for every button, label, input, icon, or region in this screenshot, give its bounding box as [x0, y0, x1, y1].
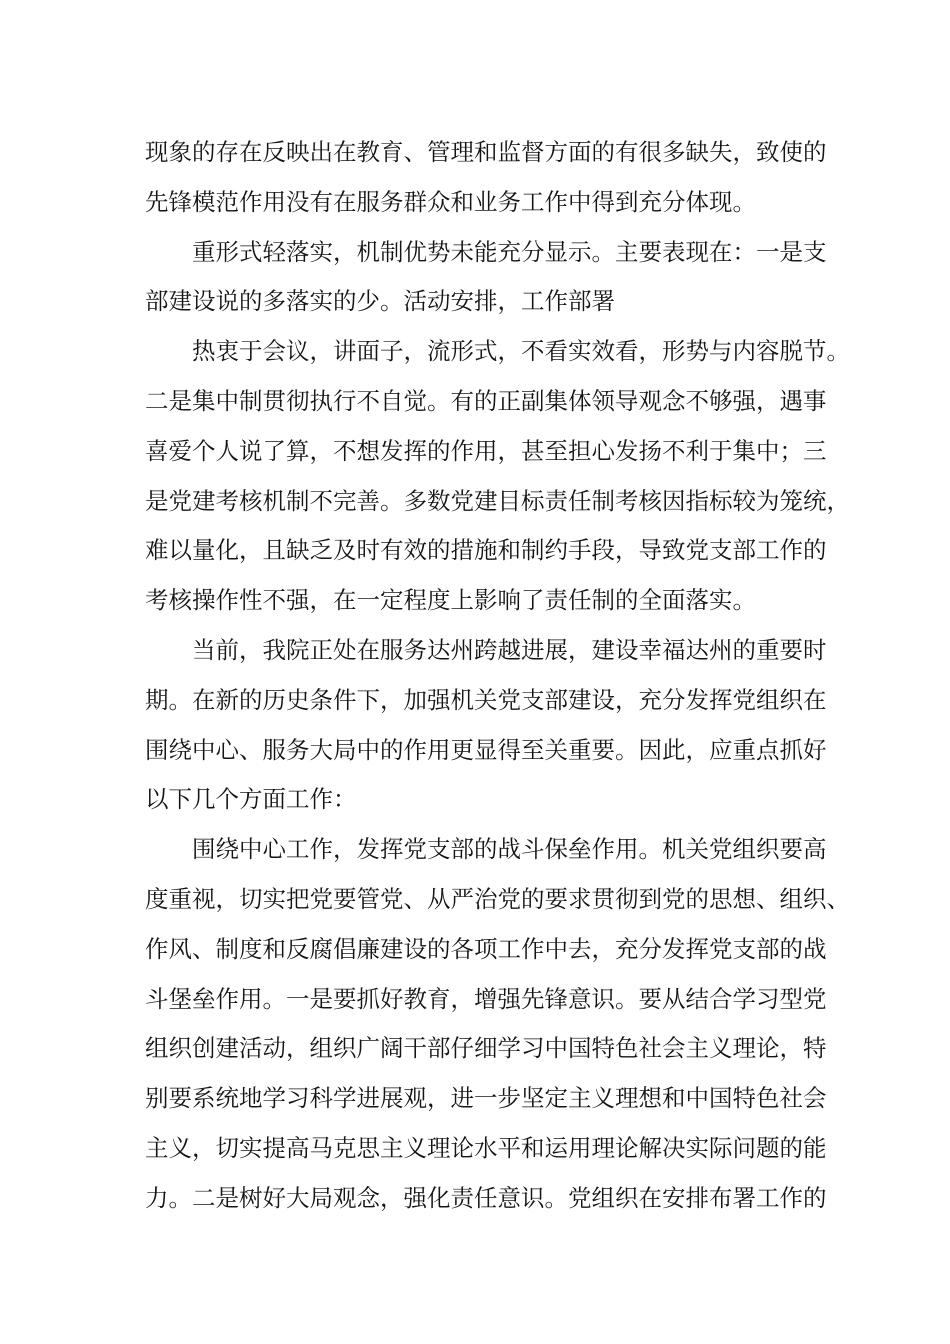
paragraph-start-line: 热衷于会议，讲面子，流形式，不看实效看，形势与内容脱节。 [192, 337, 850, 366]
text-line: 二是集中制贯彻执行不自觉。有的正副集体领导观念不够强，遇事 [145, 386, 827, 415]
text-line: 作风、制度和反腐倡廉建设的各项工作中去，充分发挥党支部的战 [145, 934, 827, 963]
paragraph-start-line: 围绕中心工作，发挥党支部的战斗保垒作用。机关党组织要高 [192, 835, 827, 864]
text-line: 度重视，切实把党要管党、从严治党的要求贯彻到党的思想、组织、 [145, 884, 850, 913]
text-line: 斗堡垒作用。一是要抓好教育，增强先锋意识。要从结合学习型党 [145, 984, 827, 1013]
paragraph-start-line: 当前，我院正处在服务达州跨越进展，建设幸福达州的重要时 [192, 635, 827, 664]
text-line: 别要系统地学习科学进展观，进一步坚定主义理想和中国特色社会 [145, 1084, 827, 1113]
text-line: 现象的存在反映出在教育、管理和监督方面的有很多缺失，致使的 [145, 138, 827, 166]
text-line: 难以量化，且缺乏及时有效的措施和制约手段，导致党支部工作的 [145, 536, 827, 565]
paragraph-start-line: 重形式轻落实，机制优势未能充分显示。主要表现在：一是支 [192, 237, 827, 266]
text-line: 组织创建活动，组织广阔干部仔细学习中国特色社会主义理论，特 [145, 1034, 827, 1063]
text-line: 喜爱个人说了算，不想发挥的作用，甚至担心发扬不利于集中；三 [145, 436, 827, 465]
text-line: 考核操作性不强，在一定程度上影响了责任制的全面落实。 [145, 586, 756, 615]
text-line: 力。二是树好大局观念，强化责任意识。党组织在安排布署工作的 [145, 1183, 827, 1212]
text-line: 围绕中心、服务大局中的作用更显得至关重要。因此，应重点抓好 [145, 735, 827, 764]
text-line: 以下几个方面工作： [145, 785, 357, 814]
text-line: 是党建考核机制不完善。多数党建目标责任制考核因指标较为笼统， [145, 486, 850, 515]
text-line: 主义，切实提高马克思主义理论水平和运用理论解决实际问题的能 [145, 1133, 827, 1162]
body-text [145, 128, 850, 1224]
text-line: 期。在新的历史条件下，加强机关党支部建设，充分发挥党组织在 [145, 685, 827, 714]
text-line: 部建设说的多落实的少。活动安排，工作部署 [145, 287, 615, 316]
text-line: 先锋模范作用没有在服务群众和业务工作中得到充分体现。 [145, 187, 756, 216]
